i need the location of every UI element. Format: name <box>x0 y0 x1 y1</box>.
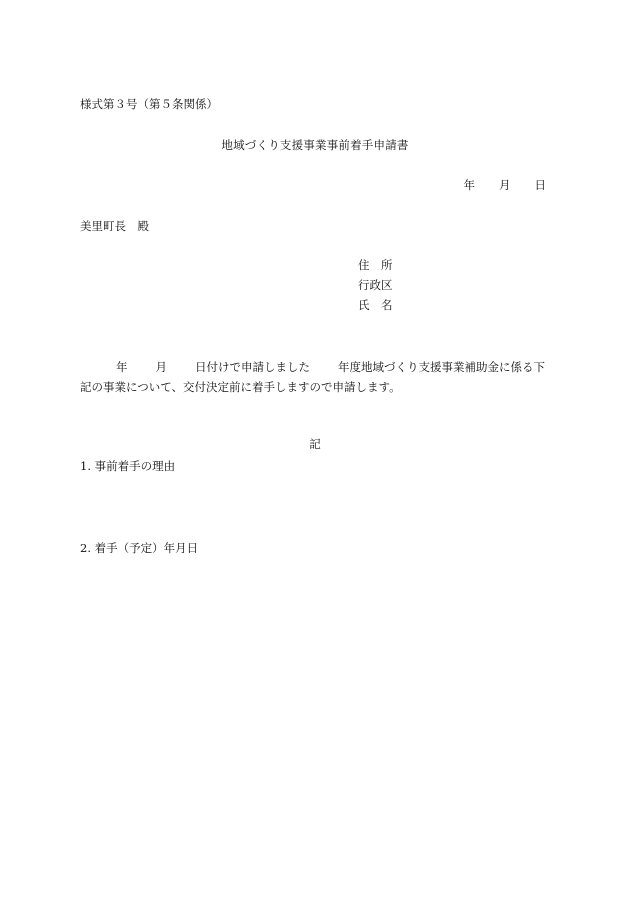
body-year: 年 <box>116 360 128 374</box>
body-rest: 年度地域づくり支援事業補助金に係る下記の事業について、交付決定前に着手しますので申請します。 <box>80 360 545 394</box>
date-month-label: 月 <box>499 178 511 192</box>
body-month: 月 <box>155 360 167 374</box>
ki-heading: 記 <box>309 437 321 451</box>
applicant-name-label: 氏 名 <box>358 298 393 312</box>
document-title: 地域づくり支援事業事前着手申請書 <box>221 138 409 152</box>
date-day-label: 日 <box>534 178 546 192</box>
applicant-district-label: 行政区 <box>358 278 393 292</box>
item-start-date: 2. 着手（予定）年月日 <box>80 541 199 555</box>
item-reason: 1. 事前着手の理由 <box>80 459 176 473</box>
date-year-label: 年 <box>463 178 475 192</box>
addressee: 美里町長 殿 <box>80 219 149 233</box>
body-date-phrase: 日付けで申請しました <box>195 360 310 374</box>
date-line <box>464 177 547 193</box>
body-paragraph <box>80 357 554 397</box>
applicant-address-label: 住 所 <box>358 258 393 272</box>
form-number: 様式第３号（第５条関係） <box>80 97 218 111</box>
applicant-block <box>358 257 393 317</box>
